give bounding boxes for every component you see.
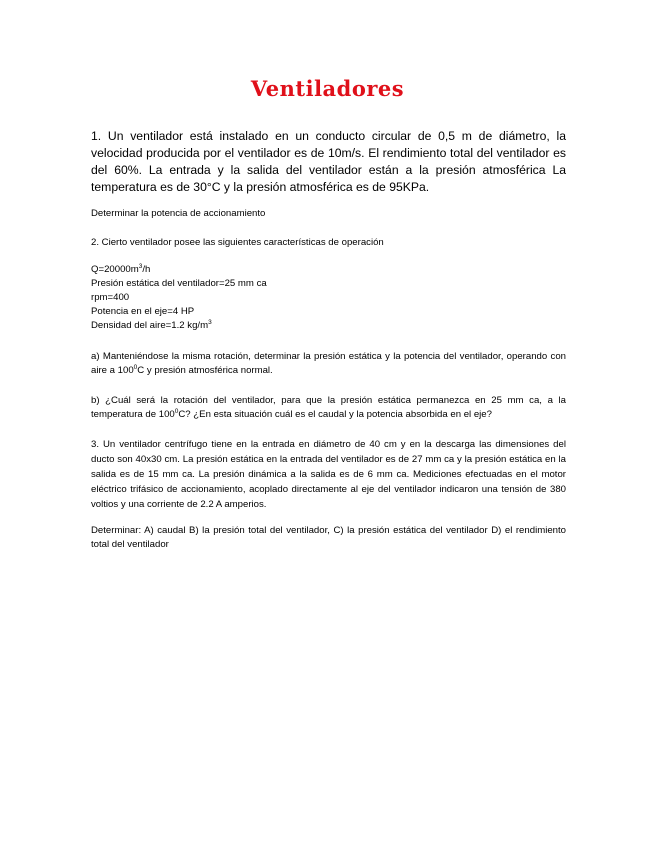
problem-3-statement: 3. Un ventilador centrífugo tiene en la entrada en diámetro de 40 cm y en la descarga las dimensiones del ducto son 40x30 cm. La presión estática en la entrada del ventilador es de 27 mm ca y la presión estática en la salida es de 15 mm ca. La presión dinámica a la salida es de 6 mm ca. Mediciones efectuadas en el motor eléctrico trifásico de accionamiento, acoplado directamente al eje del ventilador indicaron una tensión de 380 voltios y una corriente de 2.2 A amperios. <box>91 439 566 510</box>
problem-3-task: Determinar: A) caudal B) la presión total del ventilador, C) la presión estática del ventilador D) el rendimiento total del ventilador <box>91 525 566 550</box>
document-title: Ventiladores <box>250 76 405 101</box>
spec-presion-estatica: Presión estática del ventilador=25 mm ca <box>91 278 267 289</box>
spec-densidad-aire: Densidad del aire=1.2 $kg/m^3$ <box>91 319 212 331</box>
problem-2-part-b: b) ¿Cuál será la rotación del ventilador, para que la presión estática permanezca en 25 mm ca, a la temperatura de $100^0C$? ¿En esta situación cuál es el caudal y la potencia absorbida en el eje? <box>91 395 566 420</box>
problem-2-intro: 2. Cierto ventilador posee las siguientes características de operación <box>91 237 384 248</box>
problem-2-specs <box>91 263 566 333</box>
problem-1-task: Determinar la potencia de accionamiento <box>91 208 266 219</box>
problem-2-part-a: a) Manteniéndose la misma rotación, determinar la presión estática y la potencia del ventilador, operando con aire a $100^0C$ y presión atmosférica normal. <box>91 351 566 376</box>
spec-rpm: rpm=400 <box>91 292 130 303</box>
spec-caudal: $Q=20000m^3/h$ <box>91 263 151 275</box>
spec-potencia-eje: Potencia en el eje=4 HP <box>91 306 195 317</box>
problem-1-statement: 1. Un ventilador está instalado en un conducto circular de 0,5 m de diámetro, la velocidad producida por el ventilador es de 10m/s. El rendimiento total del ventilador es del 60%. La entrada y la salida del ventilador están a la presión atmosférica La temperatura es de 30°C y la presión atmosférica es de 95KPa. <box>91 129 566 194</box>
